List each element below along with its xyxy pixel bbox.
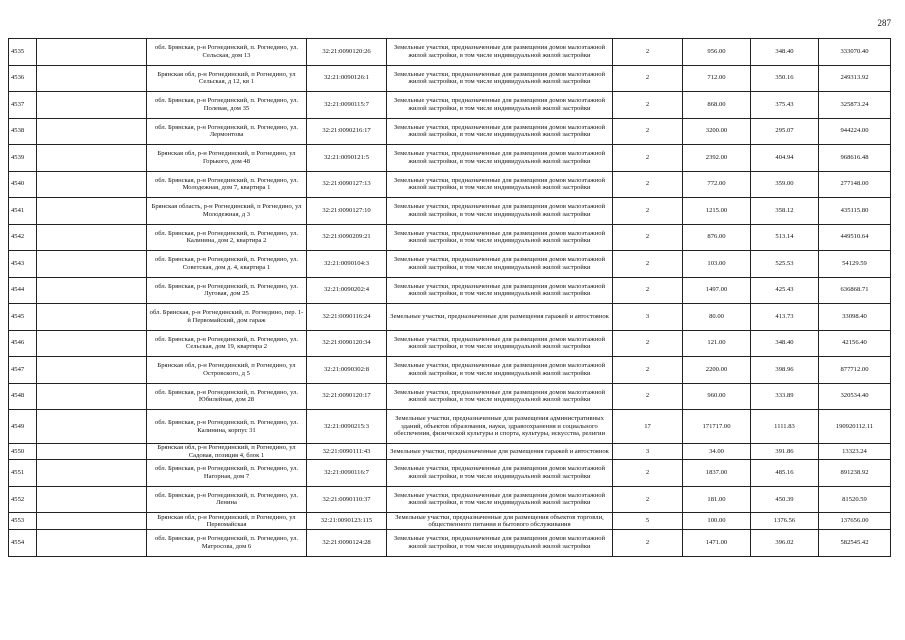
- row-number: 4538: [9, 118, 37, 145]
- cadastral-value-cell: 33098.40: [819, 304, 891, 331]
- rate-cell: 333.89: [751, 383, 819, 410]
- land-use-cell: Земельные участки, предназначенные для размещения домов малоэтажной жилой застройки, в том числе индивидуальной жилой застройки: [387, 251, 613, 278]
- blank-cell: [37, 513, 147, 530]
- cadastral-value-cell: 42156.40: [819, 330, 891, 357]
- category-cell: 2: [613, 39, 683, 66]
- land-use-cell: Земельные участки, предназначенные для размещения домов малоэтажной жилой застройки, в том числе индивидуальной жилой застройки: [387, 65, 613, 92]
- table-body: [9, 39, 891, 557]
- rate-cell: 413.73: [751, 304, 819, 331]
- table-row: [9, 304, 891, 331]
- cadastral-value-cell: 449510.64: [819, 224, 891, 251]
- cadastral-value-cell: 137656.00: [819, 513, 891, 530]
- row-number: 4543: [9, 251, 37, 278]
- row-number: 4548: [9, 383, 37, 410]
- address-cell: обл. Брянская, р-н Рогнединский, п. Рогнедино, ул. Сельская, дом 13: [147, 39, 307, 66]
- blank-cell: [37, 224, 147, 251]
- table-row: [9, 145, 891, 172]
- blank-cell: [37, 444, 147, 460]
- category-cell: 3: [613, 444, 683, 460]
- rate-cell: 348.40: [751, 39, 819, 66]
- area-cell: 2200.00: [683, 357, 751, 384]
- land-use-cell: Земельные участки, предназначенные для размещения домов малоэтажной жилой застройки, в том числе индивидуальной жилой застройки: [387, 383, 613, 410]
- cadastral-value-cell: 891238.92: [819, 460, 891, 487]
- table-row: [9, 39, 891, 66]
- cadastral-value-cell: 320534.40: [819, 383, 891, 410]
- table-row: [9, 171, 891, 198]
- area-cell: 876.00: [683, 224, 751, 251]
- area-cell: 171717.00: [683, 410, 751, 444]
- category-cell: 2: [613, 330, 683, 357]
- rate-cell: 1376.56: [751, 513, 819, 530]
- land-use-cell: Земельные участки, предназначенные для размещения гаражей и автостоянок: [387, 444, 613, 460]
- cadastral-number-cell: 32:21:0090104:3: [307, 251, 387, 278]
- cadastral-value-cell: 325873.24: [819, 92, 891, 119]
- area-cell: 3200.00: [683, 118, 751, 145]
- row-number: 4536: [9, 65, 37, 92]
- address-cell: обл. Брянская, р-н Рогнединский, п. Рогнедино, ул. Луговая, дом 25: [147, 277, 307, 304]
- blank-cell: [37, 357, 147, 384]
- category-cell: 17: [613, 410, 683, 444]
- cadastral-value-cell: 636868.71: [819, 277, 891, 304]
- cadastral-value-cell: 435115.80: [819, 198, 891, 225]
- area-cell: 1471.00: [683, 530, 751, 557]
- land-use-cell: Земельные участки, предназначенные для размещения домов малоэтажной жилой застройки, в том числе индивидуальной жилой застройки: [387, 92, 613, 119]
- land-use-cell: Земельные участки, предназначенные для размещения объектов торговли, общественного питания и бытового обслуживания: [387, 513, 613, 530]
- table-row: [9, 357, 891, 384]
- blank-cell: [37, 460, 147, 487]
- rate-cell: 398.96: [751, 357, 819, 384]
- area-cell: 103.00: [683, 251, 751, 278]
- cadastral-value-cell: 968616.48: [819, 145, 891, 172]
- cadastral-value-cell: 13323.24: [819, 444, 891, 460]
- rate-cell: 485.16: [751, 460, 819, 487]
- table-row: [9, 530, 891, 557]
- land-registry-table: [8, 38, 891, 557]
- land-use-cell: Земельные участки, предназначенные для размещения домов малоэтажной жилой застройки, в том числе индивидуальной жилой застройки: [387, 530, 613, 557]
- cadastral-number-cell: 32:21:0090111:43: [307, 444, 387, 460]
- category-cell: 2: [613, 145, 683, 172]
- area-cell: 960.00: [683, 383, 751, 410]
- cadastral-value-cell: 54129.59: [819, 251, 891, 278]
- rate-cell: 348.40: [751, 330, 819, 357]
- address-cell: Брянская обл, р-н Рогнединский, п Рогнедино, ул Сельская, д 12, кв 1: [147, 65, 307, 92]
- land-use-cell: Земельные участки, предназначенные для размещения гаражей и автостоянок: [387, 304, 613, 331]
- land-use-cell: Земельные участки, предназначенные для размещения домов малоэтажной жилой застройки, в том числе индивидуальной жилой застройки: [387, 198, 613, 225]
- area-cell: 1497.00: [683, 277, 751, 304]
- cadastral-value-cell: 190920112.11: [819, 410, 891, 444]
- blank-cell: [37, 171, 147, 198]
- cadastral-number-cell: 32:21:0090126:1: [307, 65, 387, 92]
- address-cell: обл. Брянская, р-н Рогнединский, п. Рогнедино, ул. Лермонтова: [147, 118, 307, 145]
- category-cell: 2: [613, 251, 683, 278]
- row-number: 4547: [9, 357, 37, 384]
- category-cell: 2: [613, 92, 683, 119]
- table-row: [9, 65, 891, 92]
- land-use-cell: Земельные участки, предназначенные для размещения административных зданий, объектов образования, науки, здравоохранения и социального обеспечения, физической культуры и спорта, культуры, искусства, религии: [387, 410, 613, 444]
- area-cell: 80.00: [683, 304, 751, 331]
- address-cell: Брянская обл, р-н Рогнединский, п Рогнедино, ул Островского, д 5: [147, 357, 307, 384]
- table-row: [9, 224, 891, 251]
- cadastral-number-cell: 32:21:0090216:17: [307, 118, 387, 145]
- land-use-cell: Земельные участки, предназначенные для размещения домов малоэтажной жилой застройки, в том числе индивидуальной жилой застройки: [387, 460, 613, 487]
- row-number: 4540: [9, 171, 37, 198]
- cadastral-value-cell: 877712.00: [819, 357, 891, 384]
- blank-cell: [37, 198, 147, 225]
- category-cell: 2: [613, 277, 683, 304]
- table-row: [9, 251, 891, 278]
- blank-cell: [37, 304, 147, 331]
- row-number: 4545: [9, 304, 37, 331]
- cadastral-value-cell: 81520.59: [819, 486, 891, 513]
- category-cell: 2: [613, 65, 683, 92]
- row-number: 4537: [9, 92, 37, 119]
- blank-cell: [37, 65, 147, 92]
- cadastral-number-cell: 32:21:0090120:34: [307, 330, 387, 357]
- blank-cell: [37, 530, 147, 557]
- category-cell: 3: [613, 304, 683, 331]
- row-number: 4539: [9, 145, 37, 172]
- cadastral-number-cell: 32:21:0090202:4: [307, 277, 387, 304]
- area-cell: 121.00: [683, 330, 751, 357]
- rate-cell: 391.86: [751, 444, 819, 460]
- rate-cell: 295.07: [751, 118, 819, 145]
- address-cell: Брянская обл, р-н Рогнединский, п Рогнедино, ул Горького, дом 48: [147, 145, 307, 172]
- address-cell: обл. Брянская, р-н Рогнединский, п. Рогнедино, ул. Калинина, корпус 31: [147, 410, 307, 444]
- area-cell: 181.00: [683, 486, 751, 513]
- land-use-cell: Земельные участки, предназначенные для размещения домов малоэтажной жилой застройки, в том числе индивидуальной жилой застройки: [387, 330, 613, 357]
- cadastral-value-cell: 944224.00: [819, 118, 891, 145]
- rate-cell: 350.16: [751, 65, 819, 92]
- table-row: [9, 486, 891, 513]
- blank-cell: [37, 251, 147, 278]
- cadastral-number-cell: 32:21:0090110:37: [307, 486, 387, 513]
- cadastral-value-cell: 277148.00: [819, 171, 891, 198]
- table-row: [9, 330, 891, 357]
- table-row: [9, 460, 891, 487]
- table-row: [9, 513, 891, 530]
- category-cell: 2: [613, 198, 683, 225]
- blank-cell: [37, 277, 147, 304]
- cadastral-number-cell: 32:21:0090120:17: [307, 383, 387, 410]
- category-cell: 2: [613, 460, 683, 487]
- row-number: 4553: [9, 513, 37, 530]
- category-cell: 2: [613, 118, 683, 145]
- rate-cell: 404.94: [751, 145, 819, 172]
- category-cell: 2: [613, 224, 683, 251]
- area-cell: 2392.00: [683, 145, 751, 172]
- row-number: 4552: [9, 486, 37, 513]
- address-cell: обл. Брянская, р-н Рогнединский, п. Рогнедино, ул. Калинина, дом 2, квартира 2: [147, 224, 307, 251]
- cadastral-number-cell: 32:21:0090124:28: [307, 530, 387, 557]
- area-cell: 868.00: [683, 92, 751, 119]
- address-cell: обл. Брянская, р-н Рогнединский, п. Рогнедино, ул. Матросова, дом 6: [147, 530, 307, 557]
- blank-cell: [37, 330, 147, 357]
- land-use-cell: Земельные участки, предназначенные для размещения домов малоэтажной жилой застройки, в том числе индивидуальной жилой застройки: [387, 145, 613, 172]
- row-number: 4544: [9, 277, 37, 304]
- blank-cell: [37, 486, 147, 513]
- rate-cell: 396.02: [751, 530, 819, 557]
- category-cell: 5: [613, 513, 683, 530]
- land-use-cell: Земельные участки, предназначенные для размещения домов малоэтажной жилой застройки, в том числе индивидуальной жилой застройки: [387, 357, 613, 384]
- blank-cell: [37, 39, 147, 66]
- row-number: 4541: [9, 198, 37, 225]
- rate-cell: 513.14: [751, 224, 819, 251]
- cadastral-number-cell: 32:21:0090215:3: [307, 410, 387, 444]
- address-cell: обл. Брянская, р-н Рогнединский, п. Рогнедино, ул. Юбилейная, дом 28: [147, 383, 307, 410]
- page-number: 287: [877, 18, 891, 28]
- table-row: [9, 118, 891, 145]
- address-cell: Брянская обл, р-н Рогнединский, п Рогнедино, ул Садовая, позиция 4, блок 1: [147, 444, 307, 460]
- land-use-cell: Земельные участки, предназначенные для размещения домов малоэтажной жилой застройки, в том числе индивидуальной жилой застройки: [387, 171, 613, 198]
- address-cell: обл. Брянская, р-н Рогнединский, п. Рогнедино, ул. Советская, дом д. 4, квартира 1: [147, 251, 307, 278]
- table-row: [9, 198, 891, 225]
- rate-cell: 450.39: [751, 486, 819, 513]
- row-number: 4549: [9, 410, 37, 444]
- table-row: [9, 444, 891, 460]
- land-use-cell: Земельные участки, предназначенные для размещения домов малоэтажной жилой застройки, в том числе индивидуальной жилой застройки: [387, 486, 613, 513]
- address-cell: обл. Брянская, р-н Рогнединский, п. Рогнедино, ул. Молодежная, дом 7, квартира 1: [147, 171, 307, 198]
- area-cell: 956.00: [683, 39, 751, 66]
- land-use-cell: Земельные участки, предназначенные для размещения домов малоэтажной жилой застройки, в том числе индивидуальной жилой застройки: [387, 118, 613, 145]
- rate-cell: 425.43: [751, 277, 819, 304]
- category-cell: 2: [613, 486, 683, 513]
- cadastral-number-cell: 32:21:0090302:8: [307, 357, 387, 384]
- row-number: 4546: [9, 330, 37, 357]
- cadastral-number-cell: 32:21:0090116:7: [307, 460, 387, 487]
- blank-cell: [37, 145, 147, 172]
- cadastral-number-cell: 32:21:0090121:5: [307, 145, 387, 172]
- rate-cell: 358.12: [751, 198, 819, 225]
- row-number: 4550: [9, 444, 37, 460]
- blank-cell: [37, 383, 147, 410]
- table-row: [9, 410, 891, 444]
- area-cell: 1837.00: [683, 460, 751, 487]
- cadastral-value-cell: 249313.92: [819, 65, 891, 92]
- cadastral-value-cell: 333070.40: [819, 39, 891, 66]
- rate-cell: 359.00: [751, 171, 819, 198]
- row-number: 4554: [9, 530, 37, 557]
- rate-cell: 1111.83: [751, 410, 819, 444]
- blank-cell: [37, 410, 147, 444]
- area-cell: 1215.00: [683, 198, 751, 225]
- address-cell: обл. Брянская, р-н Рогнединский, п. Рогнедино, ул. Ленина: [147, 486, 307, 513]
- category-cell: 2: [613, 530, 683, 557]
- row-number: 4535: [9, 39, 37, 66]
- land-use-cell: Земельные участки, предназначенные для размещения домов малоэтажной жилой застройки, в том числе индивидуальной жилой застройки: [387, 224, 613, 251]
- cadastral-number-cell: 32:21:0090209:21: [307, 224, 387, 251]
- address-cell: обл. Брянская, р-н Рогнединский, п. Рогнедино, ул. Полевая, дом 35: [147, 92, 307, 119]
- category-cell: 2: [613, 383, 683, 410]
- cadastral-number-cell: 32:21:0090127:10: [307, 198, 387, 225]
- area-cell: 100.00: [683, 513, 751, 530]
- cadastral-number-cell: 32:21:0090115:7: [307, 92, 387, 119]
- blank-cell: [37, 92, 147, 119]
- table-row: [9, 277, 891, 304]
- address-cell: обл. Брянская, р-н Рогнединский, п. Рогнедино, ул. Нагорная, дом 7: [147, 460, 307, 487]
- address-cell: обл. Брянская, р-н Рогнединский, п. Рогнедино, ул. Сельская, дом 19, квартира 2: [147, 330, 307, 357]
- address-cell: Брянская обл, р-н Рогнединский, п Рогнедино, ул Первомайская: [147, 513, 307, 530]
- area-cell: 34.00: [683, 444, 751, 460]
- address-cell: Брянская область, р-н Рогнединский, п Рогнедино, ул Молодежная, д 3: [147, 198, 307, 225]
- land-use-cell: Земельные участки, предназначенные для размещения домов малоэтажной жилой застройки, в том числе индивидуальной жилой застройки: [387, 277, 613, 304]
- cadastral-number-cell: 32:21:0090116:24: [307, 304, 387, 331]
- cadastral-number-cell: 32:21:0090123:115: [307, 513, 387, 530]
- land-use-cell: Земельные участки, предназначенные для размещения домов малоэтажной жилой застройки, в том числе индивидуальной жилой застройки: [387, 39, 613, 66]
- blank-cell: [37, 118, 147, 145]
- cadastral-number-cell: 32:21:0090120:26: [307, 39, 387, 66]
- cadastral-value-cell: 582545.42: [819, 530, 891, 557]
- table-row: [9, 383, 891, 410]
- row-number: 4542: [9, 224, 37, 251]
- row-number: 4551: [9, 460, 37, 487]
- category-cell: 2: [613, 357, 683, 384]
- rate-cell: 525.53: [751, 251, 819, 278]
- area-cell: 772.00: [683, 171, 751, 198]
- table-row: [9, 92, 891, 119]
- category-cell: 2: [613, 171, 683, 198]
- cadastral-number-cell: 32:21:0090127:13: [307, 171, 387, 198]
- rate-cell: 375.43: [751, 92, 819, 119]
- area-cell: 712.00: [683, 65, 751, 92]
- address-cell: обл. Брянская, р-н Рогнединский, п. Рогнедино, пер. 1-й Первомайский, дом гараж: [147, 304, 307, 331]
